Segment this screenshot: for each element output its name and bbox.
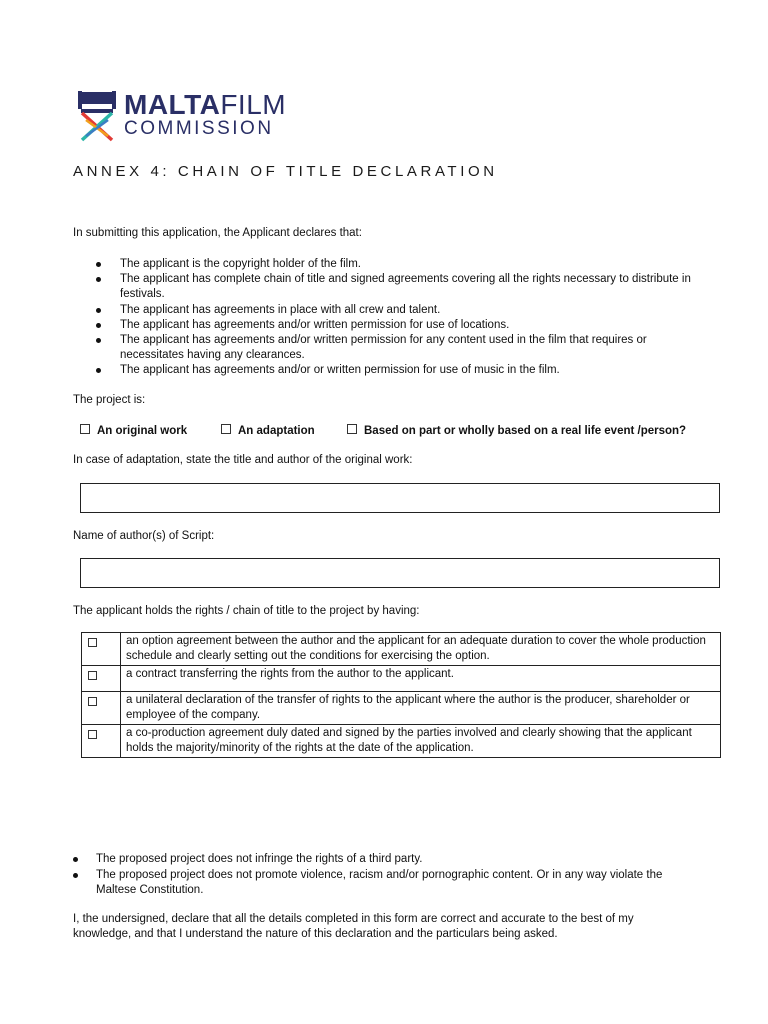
declaration-item: The applicant is the copyright holder of the film.	[96, 257, 696, 272]
adaptation-field[interactable]	[80, 483, 720, 513]
declaration-item: The applicant has agreements and/or or written permission for use of music in the film.	[96, 363, 696, 378]
table-row	[82, 692, 721, 725]
malta-film-commission-logo	[76, 90, 296, 140]
table-row	[82, 725, 721, 758]
checkbox-original-work[interactable]	[80, 424, 90, 434]
logo-subtitle: COMMISSION	[124, 118, 274, 139]
page-title: ANNEX 4: CHAIN OF TITLE DECLARATION	[73, 163, 498, 180]
table-row	[82, 666, 721, 692]
rights-option-text: a unilateral declaration of the transfer of rights to the applicant where the author is the producer, shareholder or employee of the company.	[121, 692, 721, 725]
final-declaration-item: The proposed project does not infringe the rights of a third party.	[73, 852, 703, 867]
checkbox-real-life-event[interactable]	[347, 424, 357, 434]
declaration-item: The applicant has agreements and/or written permission for any content used in the film that requires or necessitates having any clearances.	[96, 333, 696, 363]
declaration-item: The applicant has agreements in place with all crew and talent.	[96, 303, 696, 318]
checkbox-option-agreement[interactable]	[88, 638, 97, 647]
checkbox-coproduction-agreement[interactable]	[88, 730, 97, 739]
project-is-label: The project is:	[73, 394, 146, 406]
final-declaration-item: The proposed project does not promote violence, racism and/or pornographic content. Or in any way violate the Maltese Constitution.	[73, 868, 703, 898]
checkbox-contract-transfer[interactable]	[88, 671, 97, 680]
option-original-work[interactable]: An original work	[80, 424, 187, 437]
author-label: Name of author(s) of Script:	[73, 530, 215, 542]
option-real-life-event[interactable]: Based on part or wholly based on a real life event /person?	[347, 424, 686, 437]
option-adaptation[interactable]: An adaptation	[221, 424, 315, 437]
declarations-list	[96, 257, 696, 379]
logo-wordmark: MALTAFILM	[124, 89, 287, 120]
checkbox-unilateral-declaration[interactable]	[88, 697, 97, 706]
rights-table	[81, 632, 721, 758]
checkbox-adaptation[interactable]	[221, 424, 231, 434]
rights-label: The applicant holds the rights / chain of title to the project by having:	[73, 605, 420, 617]
final-declarations-list	[73, 852, 703, 900]
rights-option-text: a co-production agreement duly dated and signed by the parties involved and clearly showing that the applicant holds the majority/minority of the rights at the date of the application.	[121, 725, 721, 758]
intro-text: In submitting this application, the Applicant declares that:	[73, 227, 362, 239]
declaration-item: The applicant has complete chain of title and signed agreements covering all the rights necessary to distribute in festivals.	[96, 272, 696, 302]
closing-statement: I, the undersigned, declare that all the details completed in this form are correct and accurate to the best of my knowledge, and that I understand the nature of this declaration and the particulars being asked.	[73, 913, 634, 941]
author-field[interactable]	[80, 558, 720, 588]
adaptation-label: In case of adaptation, state the title and author of the original work:	[73, 454, 413, 466]
rights-option-text: an option agreement between the author and the applicant for an adequate duration to cover the whole production schedule and clearly setting out the conditions for exercising the option.	[121, 633, 721, 666]
table-row	[82, 633, 721, 666]
director-chair-icon	[76, 90, 120, 142]
declaration-item: The applicant has agreements and/or written permission for use of locations.	[96, 318, 696, 333]
rights-option-text: a contract transferring the rights from the author to the applicant.	[121, 666, 721, 692]
